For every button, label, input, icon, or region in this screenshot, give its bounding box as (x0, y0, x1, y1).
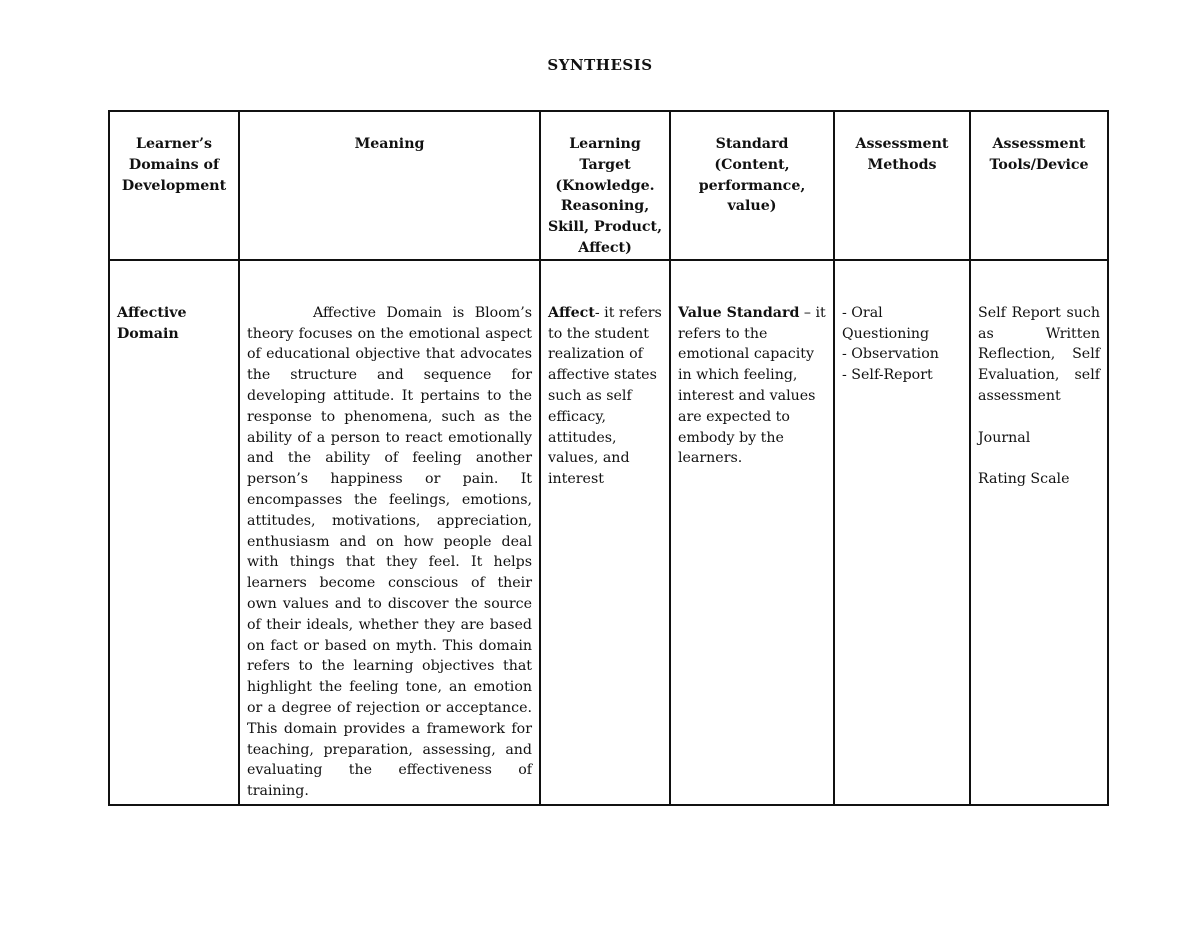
meaning-cell (239, 260, 540, 805)
header-assessment-tools: Assessment Tools/Device (970, 111, 1108, 260)
method-item: - Observation (842, 346, 939, 363)
assessment-tools-cell (970, 260, 1108, 805)
tool-item: Journal (978, 429, 1031, 446)
header-learning-target: Learning Target (Knowledge. Reasoning, Skill, Product, Affect) (540, 111, 670, 260)
header-standard: Standard (Content, performance, value) (670, 111, 834, 260)
standard-cell (670, 260, 834, 805)
method-item: - Self-Report (842, 367, 933, 384)
assessment-methods-cell (834, 260, 970, 805)
header-row (109, 111, 1108, 260)
header-meaning: Meaning (239, 111, 540, 260)
page-title: SYNTHESIS (547, 56, 653, 74)
target-text: - it refers to the student realization of affective states such as self efficacy, attitudes, values, and interest (548, 304, 662, 488)
tool-item: Self Report such as Written Reflection, Self Evaluation, self assessment (978, 304, 1100, 404)
synthesis-table (108, 110, 1109, 806)
standard-label: Value Standard (678, 304, 800, 321)
learning-target-cell (540, 260, 670, 805)
target-label: Affect (548, 304, 595, 321)
tool-item: Rating Scale (978, 471, 1070, 488)
table-row (109, 260, 1108, 805)
tool-spacer (978, 407, 1100, 428)
method-item: - Oral Questioning (842, 304, 930, 342)
tool-spacer (978, 448, 1100, 469)
standard-text: – it refers to the emotional capacity in which feeling, interest and values are expected to embody by the learners. (678, 304, 826, 467)
meaning-text: Affective Domain is Bloom’s theory focuses on the emotional aspect of educational objective that advocates the structure and sequence for developing attitude. It pertains to the response to phenomena, such as the ability of a person to react emotionally and the ability of feeling another person’s happiness or pain. It encompasses the feelings, emotions, attitudes, motivations, appreciation, enthusiasm and on how people deal with things that they feel. It helps learners become conscious of their own values and to discover the source of their ideals, whether they are based on fact or based on myth. This domain refers to the learning objectives that highlight the feeling tone, an emotion or a degree of rejection or acceptance. This domain provides a framework for teaching, preparation, assessing, and evaluating the effectiveness of training. (247, 304, 532, 800)
header-assessment-methods: Assessment Methods (834, 111, 970, 260)
domain-cell: Affective Domain (109, 260, 239, 805)
header-domains: Learner’s Domains of Development (109, 111, 239, 260)
